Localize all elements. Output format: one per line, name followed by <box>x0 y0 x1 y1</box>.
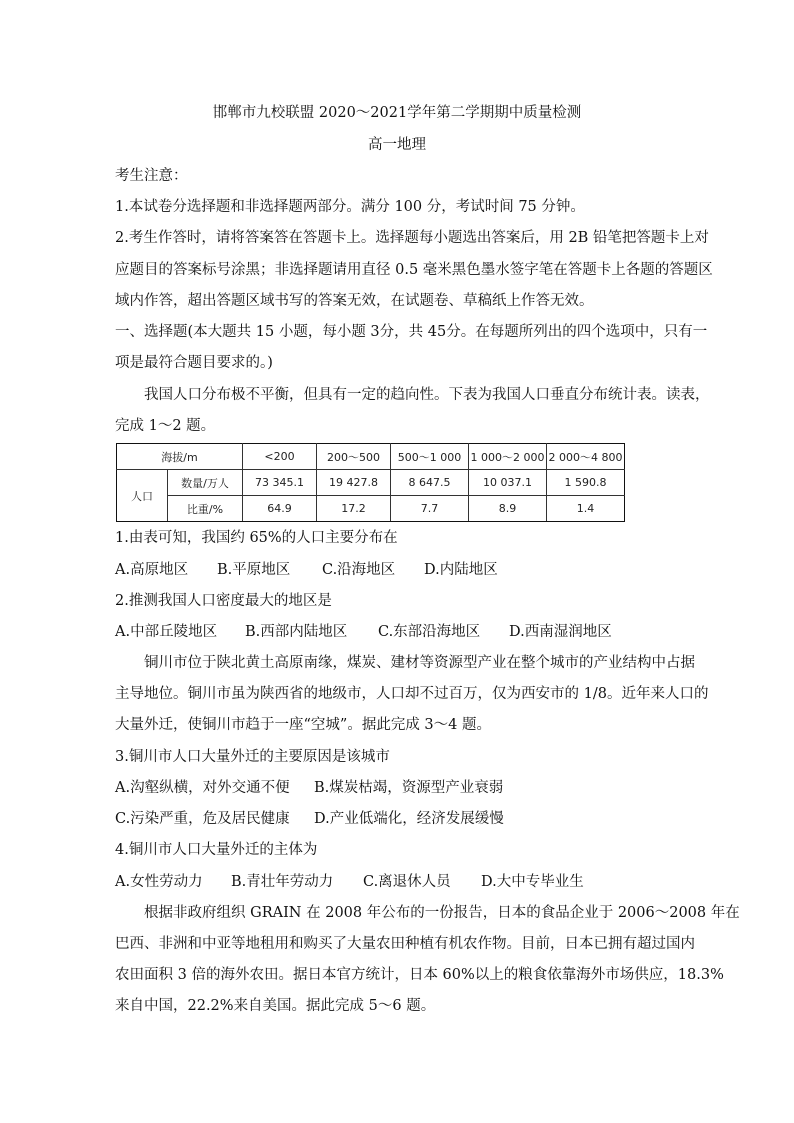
passage-1-line-2: 完成 1～2 题。 <box>115 418 216 434</box>
question-4-options <box>115 872 584 892</box>
q2-option-d[interactable]: D.西南湿润地区 <box>509 624 612 640</box>
question-1-stem: 1.由表可知，我国约 65%的人口主要分布在 <box>115 530 398 546</box>
col-header-2: 200～500 <box>317 444 391 470</box>
altitude-header: 海拔/m <box>117 444 243 470</box>
question-3-options-row-1 <box>115 778 503 798</box>
share-cell: 17.2 <box>317 496 391 522</box>
q1-option-a[interactable]: A.高原地区 <box>115 562 189 578</box>
col-header-3: 500～1 000 <box>391 444 469 470</box>
population-table <box>116 443 625 522</box>
section-heading-line-2: 项是最符合题目要求的。) <box>115 355 273 371</box>
row-label-share: 比重/% <box>168 496 243 522</box>
q4-option-b[interactable]: B.青壮年劳动力 <box>231 874 334 890</box>
q1-option-b[interactable]: B.平原地区 <box>217 562 291 578</box>
notice-item-2-line-2: 应题目的答案标号涂黑；非选择题请用直径 0.5 毫米黑色墨水签字笔在答题卡上各题的答题区 <box>115 262 713 278</box>
passage-3-line-3: 农田面积 3 倍的海外农田。据日本官方统计，日本 60%以上的粮食依靠海外市场供应，18.3% <box>115 967 724 983</box>
notice-heading: 考生注意： <box>115 168 188 184</box>
q1-option-d[interactable]: D.内陆地区 <box>424 562 498 578</box>
q3-option-d[interactable]: D.产业低端化，经济发展缓慢 <box>314 811 504 827</box>
q2-option-b[interactable]: B.西部内陆地区 <box>245 624 348 640</box>
population-label: 人口 <box>117 470 168 522</box>
passage-2-line-3: 大量外迁，使铜川市趋于一座“空城”。据此完成 3～4 题。 <box>115 717 491 733</box>
notice-item-1: 1.本试卷分选择题和非选择题两部分。满分 100 分，考试时间 75 分钟。 <box>115 199 585 215</box>
section-heading-line-1: 一、选择题(本大题共 15 小题，每小题 3分，共 45分。在每题所列出的四个选项中，只有一 <box>115 324 708 340</box>
count-cell: 73 345.1 <box>243 470 317 496</box>
exam-title: 邯郸市九校联盟 2020～2021学年第二学期期中质量检测 <box>212 105 582 121</box>
passage-3-line-1: 根据非政府组织 GRAIN 在 2008 年公布的一份报告，日本的食品企业于 2006～2008 年在 <box>144 905 740 921</box>
notice-item-2-line-1: 2.考生作答时，请将答案答在答题卡上。选择题每小题选出答案后，用 2B 铅笔把答题卡上对 <box>115 230 709 246</box>
notice-item-2-line-3: 域内作答，超出答题区域书写的答案无效，在试题卷、草稿纸上作答无效。 <box>115 293 594 309</box>
q2-option-a[interactable]: A.中部丘陵地区 <box>115 624 218 640</box>
share-cell: 8.9 <box>469 496 547 522</box>
q4-option-a[interactable]: A.女性劳动力 <box>115 874 203 890</box>
passage-3-line-2: 巴西、非洲和中亚等地租用和购买了大量农田种植有机农作物。目前，日本已拥有超过国内 <box>115 936 695 952</box>
count-cell: 10 037.1 <box>469 470 547 496</box>
count-cell: 19 427.8 <box>317 470 391 496</box>
share-cell: 7.7 <box>391 496 469 522</box>
question-2-stem: 2.推测我国人口密度最大的地区是 <box>115 593 332 609</box>
passage-3-line-4: 来自中国，22.2%来自美国。据此完成 5～6 题。 <box>115 998 436 1014</box>
q4-option-d[interactable]: D.大中专毕业生 <box>481 874 584 890</box>
passage-1-line-1: 我国人口分布极不平衡，但具有一定的趋向性。下表为我国人口垂直分布统计表。读表， <box>144 387 710 403</box>
question-3-stem: 3.铜川市人口大量外迁的主要原因是该城市 <box>115 749 390 765</box>
q3-option-a[interactable]: A.沟壑纵横，对外交通不便 <box>115 780 290 796</box>
col-header-5: 2 000～4 800 <box>547 444 625 470</box>
q3-option-c[interactable]: C.污染严重，危及居民健康 <box>115 811 290 827</box>
share-cell: 64.9 <box>243 496 317 522</box>
passage-2-line-2: 主导地位。铜川市虽为陕西省的地级市，人口却不过百万，仅为西安市的 1/8。近年来人口的 <box>115 686 709 702</box>
q4-option-c[interactable]: C.离退休人员 <box>363 874 451 890</box>
question-3-options-row-2 <box>115 809 504 829</box>
count-cell: 1 590.8 <box>547 470 625 496</box>
count-cell: 8 647.5 <box>391 470 469 496</box>
exam-subject: 高一地理 <box>368 137 426 153</box>
col-header-1: <200 <box>243 444 317 470</box>
passage-2-line-1: 铜川市位于陕北黄土高原南缘，煤炭、建材等资源型产业在整个城市的产业结构中占据 <box>144 655 695 671</box>
q3-option-b[interactable]: B.煤炭枯竭，资源型产业衰弱 <box>314 780 504 796</box>
share-cell: 1.4 <box>547 496 625 522</box>
question-1-options <box>115 560 498 580</box>
question-4-stem: 4.铜川市人口大量外迁的主体为 <box>115 842 318 858</box>
col-header-4: 1 000～2 000 <box>469 444 547 470</box>
row-label-count: 数量/万人 <box>168 470 243 496</box>
question-2-options <box>115 622 612 642</box>
q2-option-c[interactable]: C.东部沿海地区 <box>378 624 481 640</box>
q1-option-c[interactable]: C.沿海地区 <box>322 562 396 578</box>
